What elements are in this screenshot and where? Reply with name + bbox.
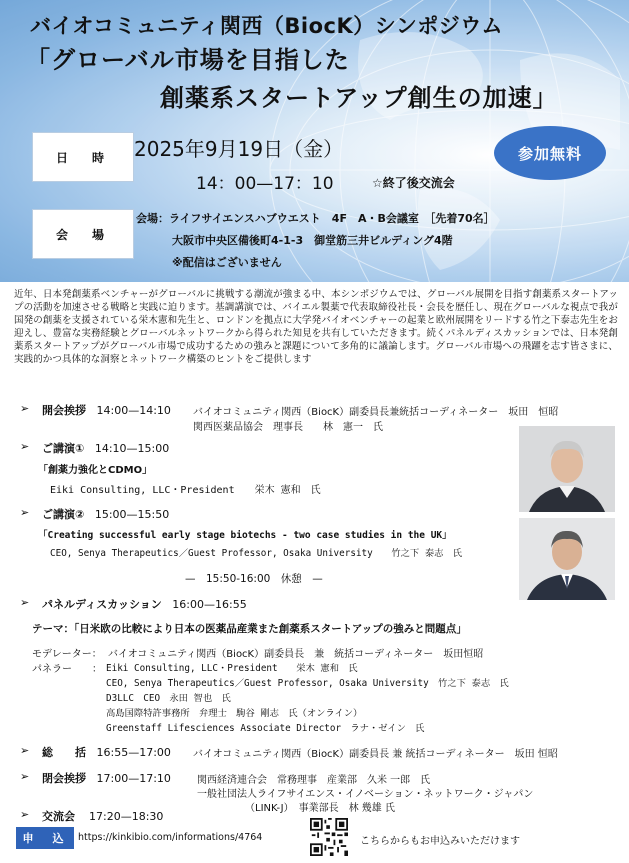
- opening-row: [42, 402, 171, 418]
- panelist-4: 高島国際特許事務所 弁理士 駒谷 剛志 氏（オンライン）: [106, 708, 363, 719]
- arrow-icon: ➢: [20, 440, 30, 453]
- opening-speaker-2: 関西医薬品協会 理事長 林 憲一 氏: [193, 422, 383, 433]
- arrow-icon: ➢: [20, 808, 30, 821]
- closing-speaker-2: 一般社団法人ライフサイエンス・イノベーション・ネットワーク・ジャパン: [197, 789, 534, 800]
- closing-label: 閉会挨拶: [42, 772, 86, 785]
- arrow-icon: ➢: [20, 744, 30, 757]
- arrow-icon: ➢: [20, 770, 30, 783]
- arrow-icon: ➢: [20, 596, 30, 609]
- closing-speaker-3: （LINK-J） 事業部長 林 幾雄 氏: [245, 803, 395, 814]
- lecture1-speaker: Eiki Consulting, LLC・President 栄木 憲和 氏: [50, 485, 321, 496]
- venue-line-3: ※配信はございません: [172, 256, 282, 269]
- free-badge: 参加無料: [494, 126, 606, 180]
- panelist-2: CEO, Senya Therapeutics／Guest Professor, Osaka University 竹之下 泰志 氏: [106, 678, 509, 689]
- venue-line-1: 会場：ライフサイエンスハブウエスト 4F A・B会議室 ［先着70名］: [136, 212, 495, 225]
- lecture1-title: 「創薬力強化とCDMO」: [38, 465, 153, 476]
- title-line-2: 「グローバル市場を目指した: [26, 46, 350, 74]
- panel-row: [42, 596, 247, 612]
- panel-theme: テーマ：「日米欧の比較により日本の医薬品産業また創薬系スタートアップの強みと問題点」: [32, 623, 467, 635]
- intro-text: 近年、日本発創薬系ベンチャーがグローバルに挑戦する潮流が強まる中、本シンポジウムでは、グローバル展開を目指す創薬系スタートアップの活動を加速させる戦略と実践に迫ります。基調講演では、バイエル製薬で代表取締役社長・会長を歴任し、現在グローバルな視点で我が国発の創薬を支援されている栄木憲和先生と、ロンドンを拠点に大学発バイオベンチャーの起業と欧州展開をリードする竹之下泰志先生をお迎えし、豊富な実務経験とグローバルネットワークから得られた知見を共有していただきます。続くパネルディスカッションでは、日本発創薬系スタートアップがグローバル市場で成功するための強みと課題について多角的に議論します。グローバル市場への飛躍を志す皆さまに、実践的かつ具体的な洞察とネットワーク構築のヒントをご提供します: [14, 289, 618, 365]
- apply-url[interactable]: https://kinkibio.com/informations/4764: [78, 832, 263, 843]
- speaker-photo-takenoshita: [519, 518, 615, 600]
- summary-row: [42, 744, 171, 760]
- panelist-label: パネラー ：: [32, 664, 102, 675]
- event-date: 2025年9月19日（金）: [134, 137, 344, 161]
- panel-label: パネルディスカッション: [42, 598, 162, 611]
- apply-label: 申 込: [16, 827, 74, 849]
- lecture2-row: [42, 506, 169, 522]
- panelist-1: Eiki Consulting, LLC・President 栄木 憲和 氏: [106, 663, 358, 674]
- panel-time: 16:00—16:55: [172, 598, 247, 611]
- opening-time: 14:00—14:10: [96, 404, 171, 417]
- speaker-photo-eiki: [519, 426, 615, 512]
- closing-speaker: 関西経済連合会 常務理事 産業部 久米 一郎 氏: [197, 775, 431, 786]
- event-time: 14：00—17：10: [196, 174, 334, 194]
- venue-label: 会 場: [32, 209, 134, 259]
- apply-note: こちらからもお申込みいただけます: [360, 836, 520, 847]
- lecture2-speaker: CEO, Senya Therapeutics／Guest Professor, Osaka University 竹之下 泰志 氏: [50, 548, 463, 559]
- panelist-5: Greenstaff Lifesciences Associate Director ラナ・ゼイン 氏: [106, 723, 425, 734]
- moderator: バイオコミュニティ関西（BiocK）副委員長 兼 統括コーディネーター 坂田恒昭: [108, 649, 484, 660]
- closing-row: [42, 770, 171, 786]
- break-row: — 15:50-16:00 休憩 —: [185, 573, 323, 585]
- title-line-3: 創薬系スタートアップ創生の加速」: [160, 84, 558, 112]
- date-label: 日 時: [32, 132, 134, 182]
- panelist-3: D3LLC CEO 永田 智也 氏: [106, 693, 231, 704]
- venue-line-2: 大阪市中央区備後町4-1-3 御堂筋三井ビルディング4階: [172, 234, 453, 247]
- summary-time: 16:55—17:00: [96, 746, 171, 759]
- reception-label: 交流会: [42, 810, 75, 823]
- lecture2-time: 15:00—15:50: [94, 508, 170, 521]
- after-party-note: ☆終了後交流会: [372, 176, 455, 190]
- arrow-icon: ➢: [20, 402, 30, 415]
- summary-label: 総 括: [42, 746, 86, 759]
- reception-row: [42, 808, 163, 824]
- reception-time: 17:20—18:30: [89, 810, 164, 823]
- opening-label: 開会挨拶: [42, 404, 86, 417]
- lecture1-time: 14:10—15:00: [94, 442, 170, 455]
- summary-speaker: バイオコミュニティ関西（BiocK）副委員長 兼 統括コーディネーター 坂田 恒昭: [193, 749, 558, 760]
- arrow-icon: ➢: [20, 506, 30, 519]
- header-banner: [0, 0, 629, 282]
- opening-speaker: バイオコミュニティ関西（BiocK）副委員長兼統括コーディネーター 坂田 恒昭: [193, 407, 559, 418]
- title-line-1: バイオコミュニティ関西（BiocK）シンポジウム: [30, 14, 504, 38]
- lecture2-title: 「Creating successful early stage biotechs - two case studies in the UK」: [38, 530, 452, 541]
- qr-code-icon[interactable]: [310, 818, 348, 856]
- closing-time: 17:00—17:10: [96, 772, 171, 785]
- lecture2-label: ご講演②: [42, 508, 85, 521]
- lecture1-label: ご講演①: [42, 442, 85, 455]
- moderator-label: モデレーター：: [32, 649, 102, 660]
- lecture1-row: [42, 440, 169, 456]
